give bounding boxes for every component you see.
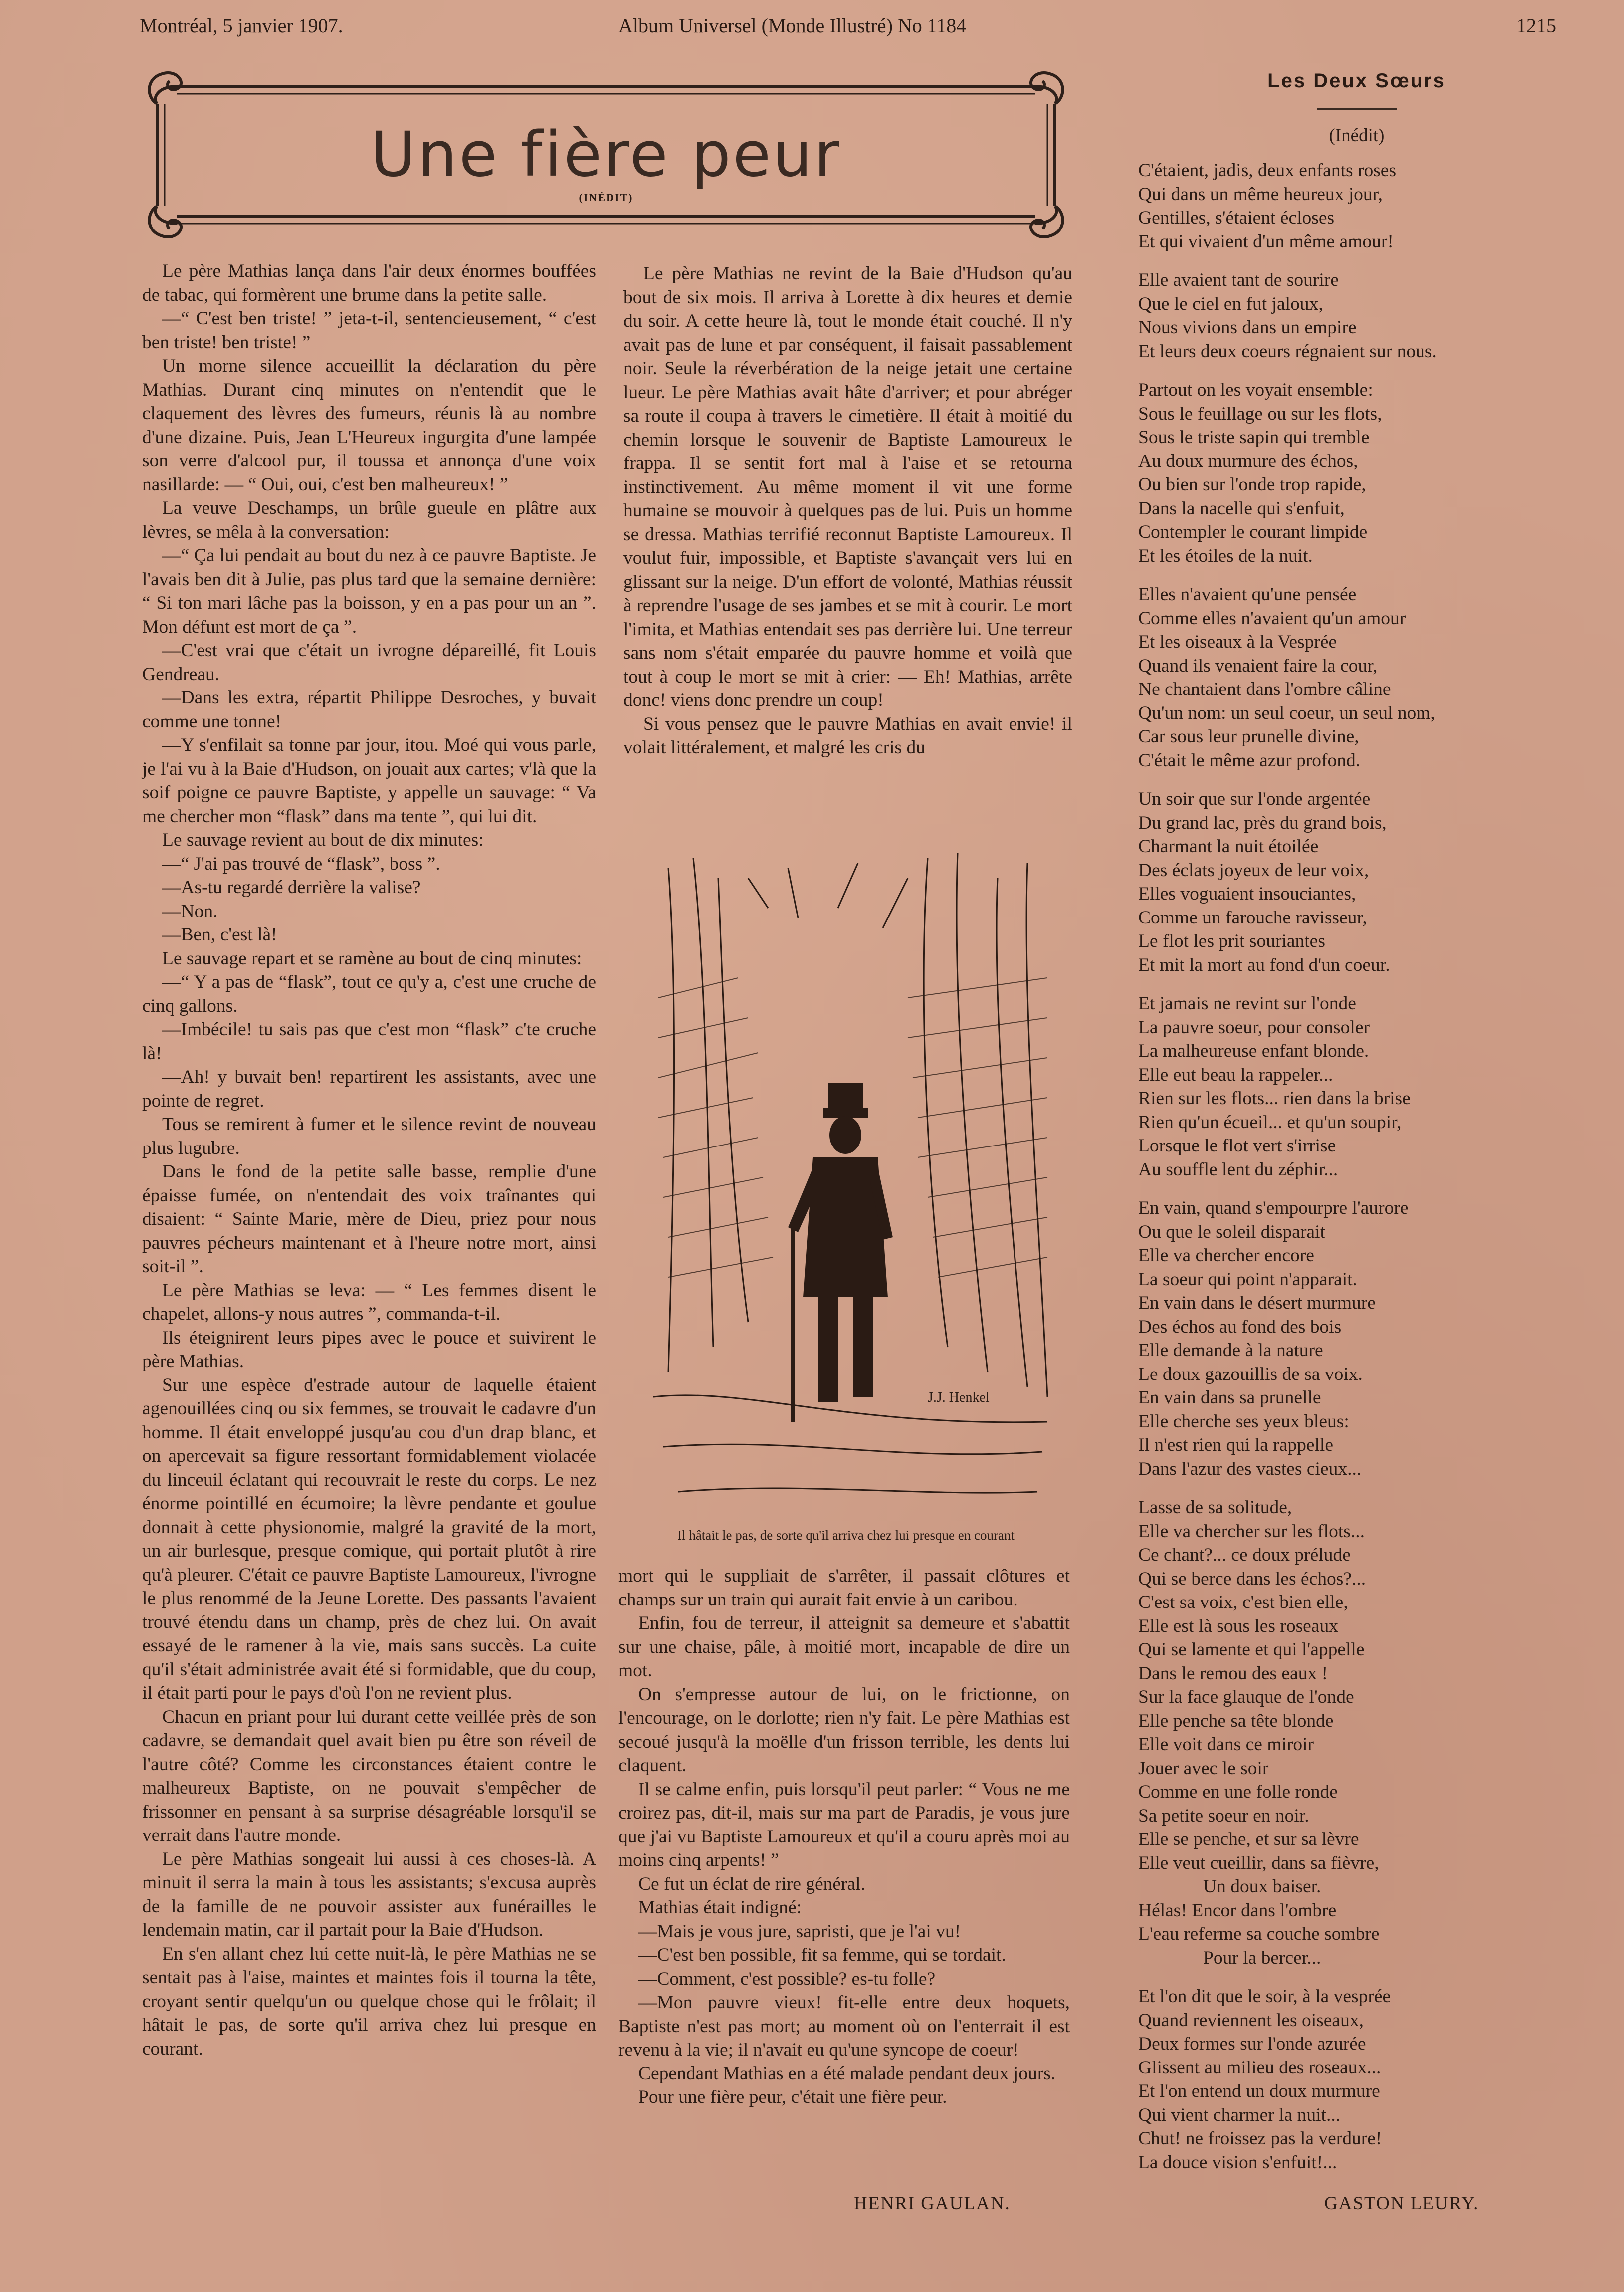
poem-line: Il n'est rien qui la rappelle [1138,1435,1333,1455]
poem-line: Comme un farouche ravisseur, [1138,907,1367,928]
paragraph: Un morne silence accueillit la déclaration du père Mathias. Durant cinq minutes on n'entendit que le claquement des lèvres des fumeurs, réunis là au nombre d'une dizaine. Puis, Jean L'Heureux ingurgita d'une lampée son verre d'alcool pur, il toussa et annonça d'une voix nasillarde: — “ Oui, oui, c'est ben malheureux! ” [142,356,596,495]
poem-stanza [1138,787,1587,977]
story-author-signature: HENRI GAULAN. [854,2193,1011,2214]
poem-line: Partout on les voyait ensemble: [1138,380,1373,400]
poem-line: Lasse de sa solitude, [1138,1497,1292,1518]
poem-line: Elle voit dans ce miroir [1138,1734,1314,1755]
paragraph: —“ Ça lui pendait au bout du nez à ce pauvre Baptiste. Je l'avais ben dit à Julie, pas plus tard que la semaine dernière: “ Si ton mari lâche pas la boisson, y en a pas pour un an ”. Mon défunt est mort de ça ”. [142,545,596,637]
artist-signature: J.J. Henkel [928,1390,990,1405]
poem-subtitle: (Inédit) [1329,125,1385,146]
paragraph: Le père Mathias ne revint de la Baie d'Hudson qu'au bout de six mois. Il arriva à Lorette à dix heures et demie du soir. A cette heure là, tout le monde était couché. Il n'y avait pas de lune et par conséquent, il faisait passablement noir. Seule la réverbération de la neige jetait une certaine lueur. Le père Mathias avait hâte d'arriver; et pour abréger sa route il coupa à travers le cimetière. Il était à moitié du chemin lorsque le souvenir de Baptiste Lamoureux le frappa. Il se sentit fort mal à l'aise et se retourna instinctivement. Au même moment il vit une forme humaine se mouvoir à quelques pas de lui. Puis un homme se dressa. Mathias terrifié reconnut Baptiste Lamoureux. Il voulut fuir, impossible, et Baptiste s'avançait vers lui en glissant sur la neige. D'un effort de volonté, Mathias réussit à reprendre l'usage de ses jambes et se mit à courir. Le mort l'imita, et Mathias entendait ses pas derrière lui. Une terreur sans nom s'était emparée du pauvre homme et voilà que tout à coup le mort se mit à crier: — Eh! Mathias, arrête donc! viens donc prendre un coup! [623,263,1072,710]
poem-line: C'est sa voix, c'est bien elle, [1138,1592,1348,1612]
poem-line: Ne chantaient dans l'ombre câline [1138,679,1391,699]
paragraph: Le sauvage revient au bout de dix minutes: [162,830,484,850]
paragraph: Tous se remirent à fumer et le silence revint de nouveau plus lugubre. [142,1114,596,1158]
poem-line: Et qui vivaient d'un même amour! [1138,231,1394,252]
poem-line: Des échos au fond des bois [1138,1316,1342,1337]
paragraph: —“ J'ai pas trouvé de “flask”, boss ”. [162,853,440,874]
poem-line: Rien sur les flots... rien dans la brise [1138,1088,1411,1109]
poem-line: Jouer avec le soir [1138,1758,1269,1779]
paragraph: En s'en allant chez lui cette nuit-là, le père Mathias ne se sentait pas à l'aise, maintes et maintes fois il tourna la tête, croyant sentir quelqu'un ou quelque chose qui le frôlait; il hâtait le pas, de sorte qu'il arriva chez lui presque en courant. [142,1943,596,2059]
poem-author-signature: GASTON LEURY. [1324,2193,1479,2214]
paragraph: —“ Y a pas de “flask”, tout ce qu'y a, c'est une cruche de cinq gallons. [142,972,596,1016]
poem-line: Elle avaient tant de sourire [1138,270,1339,290]
paragraph: Le père Mathias songeait lui aussi à ces choses-là. A minuit il serra la main à tous les assistants; s'excusa auprès de la famille de ne pouvoir assister aux funérailles le lendemain matin, car il partait pour la Baie d'Hudson. [142,1848,596,1940]
poem-line: En vain, quand s'empourpre l'aurore [1138,1198,1409,1218]
poem-line: Pour la bercer... [1203,1947,1321,1968]
poem-line: Charmant la nuit étoilée [1138,836,1319,857]
poem-line: Et l'on dit que le soir, à la vesprée [1138,1986,1391,2007]
paragraph: Cependant Mathias en a été malade pendant deux jours. [638,2063,1056,2084]
poem-title: Les Deux Sœurs [1267,70,1446,92]
poem-line: Ou que le soleil disparait [1138,1221,1325,1242]
poem-line: Deux formes sur l'onde azurée [1138,2034,1366,2054]
paragraph: Sur une espèce d'estrade autour de laquelle étaient agenouillées cinq ou six femmes, se trouvait le cadavre d'un homme. Il était enveloppé jusqu'au cou d'un drap blanc, et on apercevait sa figure ressortant formidablement violacée du linceuil éclatant qui recouvrait le reste du corps. Le nez énorme pointillé en écumoire; la lèvre pendante et goulue donnait à cette physionomie, malgré la gravité de la mort, un air burlesque, presque comique, qui portait plutôt à rire qu'à pleurer. C'était ce pauvre Baptiste Lamoureux, l'ivrogne le plus renommé de la Jeune Lorette. Des passants l'avaient trouvé étendu dans un champ, près de chez lui. On avait essayé de le ramener à la vie, mais sans succès. La cuite qu'il s'était administrée avait été si formidable, que du coup, il était parti pour le pays d'où l'on ne revient plus. [142,1375,596,1703]
poem-line: En vain dans le désert murmure [1138,1293,1376,1313]
poem-line: Sous le triste sapin qui tremble [1138,427,1370,448]
paragraph: Chacun en priant pour lui durant cette veillée près de son cadavre, se demandait quel avait bien pu être son réveil de l'autre côté? Comme les circonstances étaient contre le malheureux Baptiste, on ne pouvait s'empêcher de frissonner en pensant à sa surprise désagréable lorsqu'il se verrait dans l'autre monde. [142,1706,596,1845]
paragraph: Ils éteignirent leurs pipes avec le pouce et suivirent le père Mathias. [142,1327,596,1372]
paragraph: Si vous pensez que le pauvre Mathias en avait envie! il volait littéralement, et malgré les cris du [623,713,1072,758]
paragraph: mort qui le suppliait de s'arrêter, il passait clôtures et champs sur un train qui aurait fait envie à un caribou. [618,1566,1070,1610]
paragraph: —Ah! y buvait ben! repartirent les assistants, avec une pointe de regret. [142,1067,596,1111]
poem-line: Et leurs deux coeurs régnaient sur nous. [1138,341,1437,362]
paragraph: —Ben, c'est là! [162,924,277,945]
paragraph: Le sauvage repart et se ramène au bout de cinq minutes: [162,948,582,969]
poem-line: Comme elles n'avaient qu'un amour [1138,608,1406,629]
poem-line: Au souffle lent du zéphir... [1138,1159,1338,1180]
paragraph: Mathias était indigné: [638,1897,802,1918]
poem-line: Elle veut cueillir, dans sa fièvre, [1138,1852,1379,1873]
story-title: Une fière peur [371,119,841,191]
poem-line: Qui se berce dans les échos?... [1138,1568,1366,1589]
poem-line: Et les oiseaux à la Vesprée [1138,632,1337,652]
poem-line: Et jamais ne revint sur l'onde [1138,993,1356,1014]
paragraph: —C'est ben possible, fit sa femme, qui se tordait. [638,1945,1006,1965]
paragraph: Ce fut un éclat de rire général. [638,1873,865,1894]
header-page-number: 1215 [1516,14,1556,37]
paragraph: —Comment, c'est possible? es-tu folle? [638,1968,936,1989]
poem-line: C'était le même azur profond. [1138,750,1361,771]
poem-line: Un soir que sur l'onde argentée [1138,789,1371,809]
paragraph: Pour une fière peur, c'était une fière peur. [638,2087,947,2107]
poem-line: Et l'on entend un doux murmure [1138,2081,1380,2101]
poem-line: Elle demande à la nature [1138,1340,1323,1361]
story-subtitle: (INÉDIT) [579,191,633,204]
paragraph: —As-tu regardé derrière la valise? [162,877,421,898]
paragraph: —Dans les extra, répartit Philippe Desroches, y buvait comme une tonne! [142,688,596,732]
illustration-caption: Il hâtait le pas, de sorte qu'il arriva chez lui presque en courant [677,1528,1015,1543]
story-title-frame [142,69,1070,241]
poem-line: Lorsque le flot vert s'irrise [1138,1136,1336,1156]
paragraph: Le père Mathias se leva: — “ Les femmes disent le chapelet, allons-y nous autres ”, commanda-t-il. [142,1280,596,1324]
poem-line: Gentilles, s'étaient écloses [1138,208,1335,228]
paragraph: —Non. [162,901,218,921]
poem-line: Sa petite soeur en noir. [1138,1805,1309,1826]
page-header [140,14,1556,44]
story-column-2-continued [618,1564,1070,2109]
poem-line: Elle va chercher sur les flots... [1138,1521,1365,1542]
poem-line: Nous vivions dans un empire [1138,317,1357,338]
poem-line: Sous le feuillage ou sur les flots, [1138,403,1382,424]
poem-line: Chut! ne froissez pas la verdure! [1138,2128,1382,2149]
poem-line: Comme en une folle ronde [1138,1782,1338,1802]
poem-line: Et les étoiles de la nuit. [1138,545,1313,566]
paragraph: —Imbécile! tu sais pas que c'est mon “flask” c'te cruche là! [142,1019,596,1064]
poem-stanza [1138,1496,1587,1970]
poem-title-rule [1317,108,1397,110]
poem-line: Elle eut beau la rappeler... [1138,1064,1333,1085]
poem-line: Rien qu'un écueil... et qu'un soupir, [1138,1112,1402,1133]
story-column-1 [142,259,596,2061]
paragraph: Enfin, fou de terreur, il atteignit sa demeure et s'abattit sur une chaise, pâle, à moitié mort, incapable de dire un mot. [618,1613,1070,1681]
paragraph: Dans le fond de la petite salle basse, remplie d'une épaisse fumée, on n'entendait des voix traînantes qui disaient: “ Sainte Marie, mère de Dieu, priez pour nous pauvres pécheurs maintenant et à l'heure notre mort, ainsi soit-il ”. [142,1161,596,1277]
engraving-illustration [648,848,1057,1517]
poem-line: Elle se penche, et sur sa lèvre [1138,1829,1359,1849]
poem-stanza [1138,1196,1587,1481]
poem-line: Que le ciel en fut jaloux, [1138,293,1323,314]
poem-line: Sur la face glauque de l'onde [1138,1687,1354,1707]
poem-stanza [1138,268,1587,363]
poem-line: La douce vision s'enfuit!... [1138,2152,1337,2173]
man-walking-in-snowy-woods-icon [648,848,1057,1517]
poem-line: Quand ils venaient faire la cour, [1138,655,1378,676]
paragraph: La veuve Deschamps, un brûle gueule en plâtre aux lèvres, se mêla à la conversation: [142,498,596,542]
poem-line: Elles n'avaient qu'une pensée [1138,584,1357,605]
poem-line: Qui vient charmer la nuit... [1138,2104,1341,2125]
paragraph: —“ C'est ben triste! ” jeta-t-il, sentencieusement, “ c'est ben triste! ben triste! ” [142,308,596,353]
poem-stanza [1138,159,1587,253]
poem-line: Elle cherche ses yeux bleus: [1138,1411,1349,1432]
poem-line: Car sous leur prunelle divine, [1138,726,1359,747]
paragraph: —Mais je vous jure, sapristi, que je l'ai vu! [638,1921,961,1942]
poem-stanza [1138,583,1587,772]
paragraph: —C'est vrai que c'était un ivrogne dépareillé, fit Louis Gendreau. [142,640,596,685]
poem-line: Qu'un nom: un seul coeur, un seul nom, [1138,702,1435,723]
poem-body [1138,159,1587,2189]
poem-line: La pauvre soeur, pour consoler [1138,1017,1370,1038]
poem-line: Elle est là sous les roseaux [1138,1615,1338,1636]
poem-line: Hélas! Encor dans l'ombre [1138,1900,1337,1921]
poem-line: Un doux baiser. [1203,1876,1321,1897]
poem-line: En vain dans sa prunelle [1138,1387,1321,1408]
poem-line: Elles voguaient insouciantes, [1138,884,1356,904]
poem-line: Dans la nacelle qui s'enfuit, [1138,498,1345,519]
poem-line: Au doux murmure des échos, [1138,451,1358,471]
poem-line: Le flot les prit souriantes [1138,931,1325,951]
poem-line: Dans le remou des eaux ! [1138,1663,1328,1684]
poem-line: Elle va chercher encore [1138,1245,1314,1266]
poem-line: C'étaient, jadis, deux enfants roses [1138,160,1397,181]
poem-line: Et mit la mort au fond d'un coeur. [1138,954,1390,975]
poem-line: Ce chant?... ce doux prélude [1138,1545,1351,1565]
poem-stanza [1138,992,1587,1181]
paragraph: Le père Mathias lança dans l'air deux énormes bouffées de tabac, qui formèrent une brume dans la petite salle. [142,261,596,305]
poem-line: Elle penche sa tête blonde [1138,1710,1334,1731]
poem-line: Quand reviennent les oiseaux, [1138,2010,1364,2031]
paragraph: On s'empresse autour de lui, on le frictionne, on l'encourage, on le dorlotte; rien n'y fait. Le père Mathias est secoué jusqu'à la moëlle d'un frisson terrible, les dents lui claquent. [618,1684,1070,1776]
poem-line: Ou bien sur l'onde trop rapide, [1138,474,1366,495]
poem-line: Qui dans un même heureux jour, [1138,184,1383,205]
story-column-2 [623,262,1072,760]
poem-line: Le doux gazouillis de sa voix. [1138,1364,1363,1384]
poem-line: Qui se lamente et qui l'appelle [1138,1639,1365,1660]
poem-line: Des éclats joyeux de leur voix, [1138,860,1369,881]
poem-line: L'eau referme sa couche sombre [1138,1924,1380,1944]
poem-stanza [1138,1985,1587,2174]
poem-line: La malheureuse enfant blonde. [1138,1041,1369,1061]
poem-line: La soeur qui point n'apparait. [1138,1269,1357,1290]
poem-line: Du grand lac, près du grand bois, [1138,812,1387,833]
poem-stanza [1138,378,1587,568]
poem-line: Glissent au milieu des roseaux... [1138,2057,1381,2078]
paragraph: —Mon pauvre vieux! fit-elle entre deux hoquets, Baptiste n'est pas mort; au moment où on l'enterrait il est revenu à la vie; il n'avait eu qu'une syncope de coeur! [618,1992,1070,2060]
paragraph: —Y s'enfilait sa tonne par jour, itou. Moé qui vous parle, je l'ai vu à la Baie d'Hudson, on jouait aux cartes; v'là que la soif poigne ce pauvre Baptiste, y appelle un sauvage: “ Va me chercher mon “flask” dans ma tente ”, qui lui dit. [142,735,596,827]
header-date: Montréal, 5 janvier 1907. [140,14,343,37]
header-publication: Album Universel (Monde Illustré) No 1184 [618,14,967,37]
poem-line: Dans l'azur des vastes cieux... [1138,1458,1362,1479]
paragraph: Il se calme enfin, puis lorsqu'il peut parler: “ Vous ne me croirez pas, dit-il, mais sur ma part de Paradis, je vous jure que j'ai vu Baptiste Lamoureux et qu'il a couru après moi au moins cinq arpents! ” [618,1779,1070,1870]
poem-line: Contempler le courant limpide [1138,522,1368,542]
